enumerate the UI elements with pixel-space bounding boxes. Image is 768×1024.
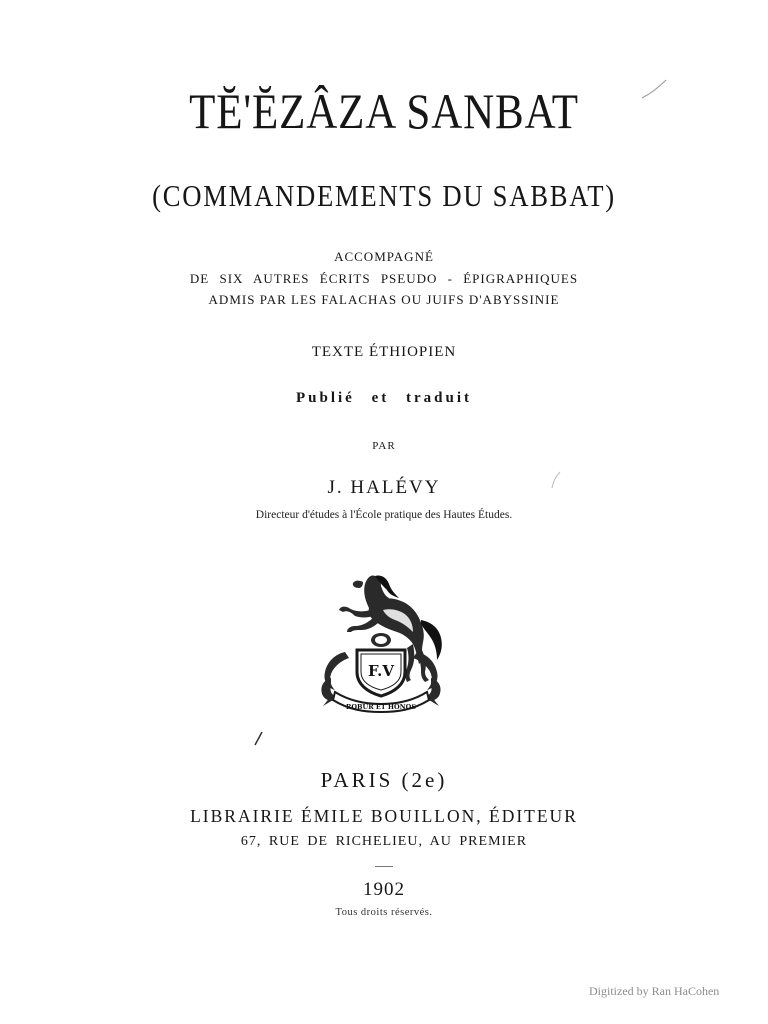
rights-notice: Tous droits réservés. (335, 907, 433, 918)
divider (375, 866, 393, 867)
imprint-year: 1902 (363, 879, 405, 900)
par-label: PAR (372, 440, 396, 452)
scan-speck (548, 470, 562, 490)
imprint-address: 67, RUE DE RICHELIEU, AU PREMIER (240, 834, 528, 849)
accompagne-line-1: ACCOMPAGNÉ (334, 249, 434, 264)
digitized-watermark: Digitized by Ran HaCohen (589, 984, 720, 998)
book-subtitle: (COMMANDEMENTS DU SABBAT) (152, 178, 616, 213)
emblem-monogram: F.V (367, 662, 395, 680)
text-type: TEXTE ÉTHIOPIEN (311, 344, 457, 360)
horse-crest-icon (305, 568, 455, 720)
imprint-publisher: LIBRAIRIE ÉMILE BOUILLON, ÉDITEUR (190, 806, 578, 826)
emblem-ribbon-text: ROBUR ET HONOS (345, 703, 417, 711)
scan-speck (252, 730, 264, 748)
book-title: TĔ'ĔZÂZA SANBAT (189, 83, 579, 139)
author-name: J. HALÉVY (327, 477, 441, 498)
published-translated: Publié et traduit (296, 390, 472, 406)
accompagne-line-2: DE SIX AUTRES ÉCRITS PSEUDO - ÉPIGRAPHIQUES (189, 271, 579, 286)
imprint-city: PARIS (2e) (320, 768, 448, 792)
author-affiliation: Directeur d'études à l'École pratique des Hautes Études. (255, 509, 513, 521)
scan-speck (640, 78, 670, 102)
accompagne-line-3: ADMIS PAR LES FALACHAS OU JUIFS D'ABYSSINIE (208, 292, 560, 307)
